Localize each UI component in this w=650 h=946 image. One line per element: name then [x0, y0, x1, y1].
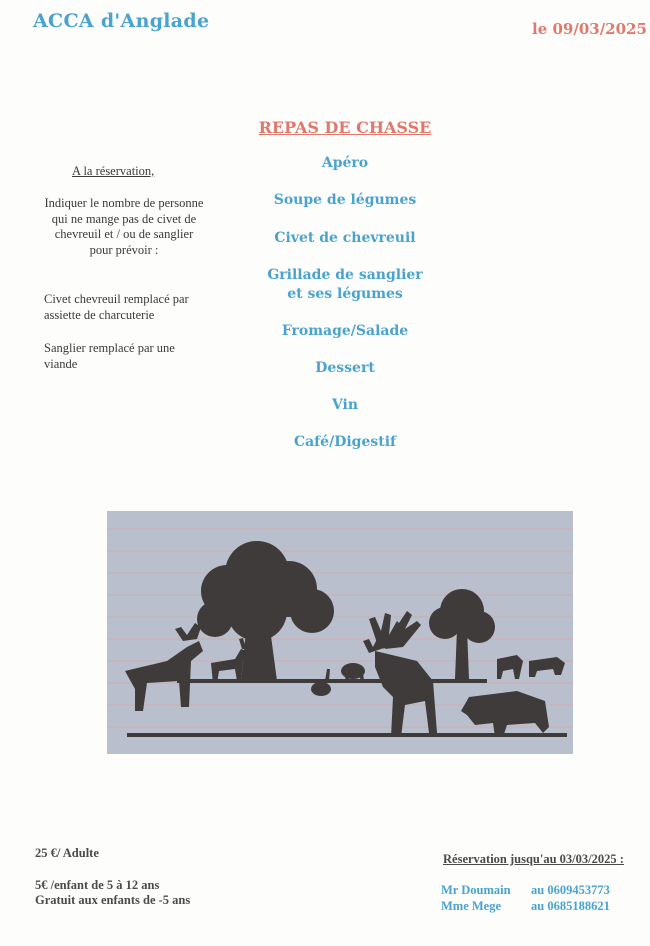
contact-phone: au 0609453773	[531, 883, 610, 897]
menu-item-civet: Civet de chevreuil	[274, 230, 416, 246]
menu-item-apero: Apéro	[321, 155, 369, 171]
organization-title: ACCA d'Anglade	[33, 10, 210, 32]
contact-phone: au 0685188621	[531, 899, 610, 913]
menu-item-grillade-suite: et ses légumes	[287, 286, 403, 302]
price-child: 5€ /enfant de 5 à 12 ans	[35, 878, 160, 892]
hunting-scene-image	[107, 511, 573, 754]
reservation-note-body: Indiquer le nombre de personne qui ne mange pas de civet de chevreuil et / ou de sanglier pour prévoir :	[44, 196, 204, 257]
reservation-note-heading: A la réservation,	[72, 164, 155, 178]
menu-item-soupe: Soupe de légumes	[273, 192, 417, 208]
menu-item-cafe: Café/Digestif	[293, 434, 397, 450]
menu-item-fromage: Fromage/Salade	[281, 323, 409, 339]
document-date: le 09/03/2025	[532, 20, 647, 38]
menu-item-vin: Vin	[331, 397, 359, 413]
reservation-deadline: Réservation jusqu'au 03/03/2025 :	[443, 852, 624, 866]
menu-title: REPAS DE CHASSE	[258, 118, 432, 137]
sanglier-substitute-note: Sanglier remplacé par une viande	[44, 341, 175, 371]
civet-substitute-note: Civet chevreuil remplacé par assiette de charcuterie	[44, 292, 189, 322]
contact-name: Mme Mege	[441, 899, 502, 913]
menu-item-grillade: Grillade de sanglier	[267, 267, 423, 283]
contact-name: Mr Doumain	[441, 883, 511, 897]
price-adult: 25 €/ Adulte	[35, 846, 99, 860]
price-free-under-5: Gratuit aux enfants de -5 ans	[35, 893, 191, 907]
menu-item-dessert: Dessert	[315, 360, 375, 376]
